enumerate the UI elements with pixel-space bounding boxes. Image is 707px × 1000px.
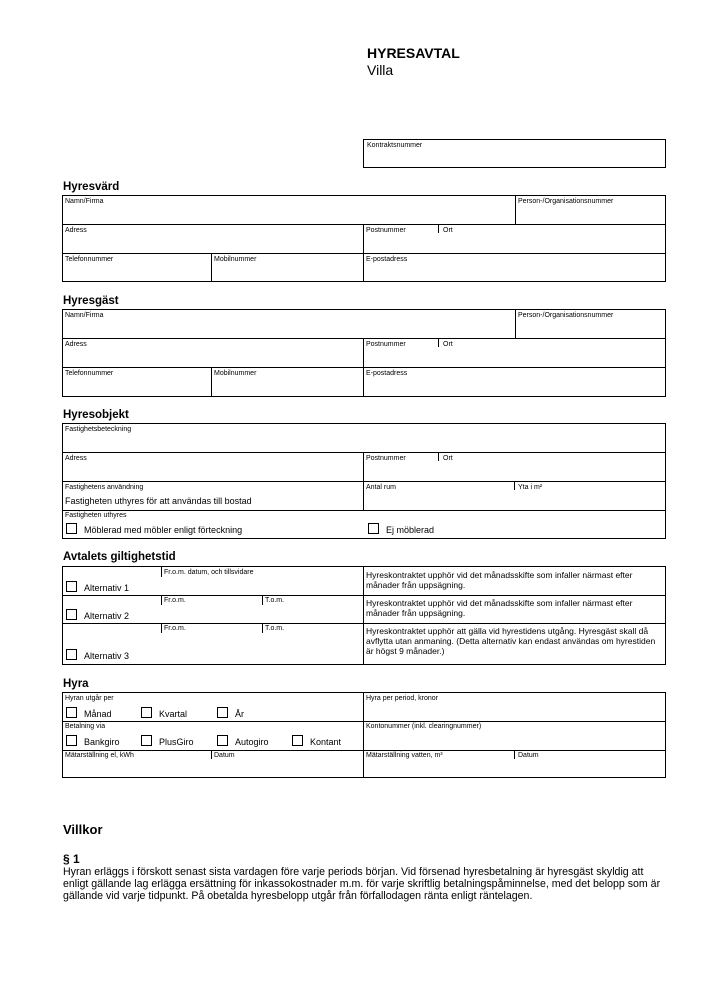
property-usage-label: Fastighetens användning xyxy=(65,484,144,491)
document-subtitle: Villa xyxy=(367,62,394,78)
alt3-label: Alternativ 3 xyxy=(84,651,130,661)
alt2-text: Hyreskontraktet upphör vid det månadsskifte som infaller närmast efter månader från uppsägning. xyxy=(366,598,633,618)
tenant-email-field[interactable]: E-postadress xyxy=(366,370,408,377)
meter-el-date-field[interactable]: Datum xyxy=(214,752,235,759)
property-area-field[interactable]: Yta i m² xyxy=(518,484,543,491)
alt3-text: Hyreskontraktet upphör att gälla vid hyrestidens utgång. Hyresgäst skall då avflytta utan anmaning. (Detta alternativ kan endast användas om hyrestiden är högst 9 månader.) xyxy=(366,626,656,656)
property-heading: Hyresobjekt xyxy=(63,409,129,421)
tenant-section xyxy=(62,309,666,397)
alt1-label: Alternativ 1 xyxy=(84,583,130,593)
tenant-name-field[interactable]: Namn/Firma xyxy=(65,312,104,319)
alt3-checkbox[interactable] xyxy=(66,649,77,660)
terms-paragraph-1-heading: § 1 xyxy=(63,852,80,866)
payment-cash-label: Kontant xyxy=(310,737,342,747)
rent-period-label: Hyran utgår per xyxy=(65,695,114,702)
landlord-id-field[interactable]: Person-/Organisationsnummer xyxy=(518,198,614,205)
property-usage-value: Fastigheten uthyres för att användas till bostad xyxy=(65,496,252,506)
alt1-checkbox[interactable] xyxy=(66,581,77,592)
tenant-id-field[interactable]: Person-/Organisationsnummer xyxy=(518,312,614,319)
period-quarter-label: Kvartal xyxy=(159,709,188,719)
validity-heading: Avtalets giltighetstid xyxy=(63,551,176,563)
payment-plusgiro-checkbox[interactable] xyxy=(141,735,152,746)
property-postcode-field[interactable]: Postnummer xyxy=(366,455,406,462)
landlord-email-field[interactable]: E-postadress xyxy=(366,256,408,263)
document-title: HYRESAVTAL xyxy=(367,45,460,61)
alt1-from-date-field[interactable]: Fr.o.m. datum, och tillsvidare xyxy=(164,569,254,576)
property-rooms-field[interactable]: Antal rum xyxy=(366,484,396,491)
alt3-to-field[interactable]: T.o.m. xyxy=(265,625,285,632)
alt3-from-field[interactable]: Fr.o.m. xyxy=(164,625,186,632)
tenant-city-field[interactable]: Ort xyxy=(443,341,453,348)
terms-paragraph-1-text: Hyran erläggs i förskott senast sista vardagen före varje periods början. Vid försenad hyresbetalning är hyresgäst skyldig att enligt gällande lag erlägga ersättning för inkassokostnader m.m. för varje skriftlig betalningspåminnelse, med det belopp som är gällande vid varje tidpunkt. På obetalda hyresbelopp utgår från förfallodagen ränta enligt räntelagen. xyxy=(63,866,661,902)
landlord-city-field[interactable]: Ort xyxy=(443,227,453,234)
account-number-field[interactable]: Kontonummer (inkl. clearingnummer) xyxy=(366,723,482,730)
landlord-name-field[interactable]: Namn/Firma xyxy=(65,198,104,205)
rent-section xyxy=(62,692,666,778)
payment-plusgiro-label: PlusGiro xyxy=(159,737,194,747)
terms-heading: Villkor xyxy=(63,822,103,837)
landlord-mobile-field[interactable]: Mobilnummer xyxy=(214,256,257,263)
property-city-field[interactable]: Ort xyxy=(443,455,453,462)
property-address-field[interactable]: Adress xyxy=(65,455,87,462)
landlord-phone-field[interactable]: Telefonnummer xyxy=(65,256,114,263)
tenant-address-field[interactable]: Adress xyxy=(65,341,87,348)
meter-water-date-field[interactable]: Datum xyxy=(518,752,539,759)
payment-bankgiro-label: Bankgiro xyxy=(84,737,120,747)
payment-cash-checkbox[interactable] xyxy=(292,735,303,746)
contract-number-label: Kontraktsnummer xyxy=(367,142,423,149)
period-year-checkbox[interactable] xyxy=(217,707,228,718)
furnished-checkbox[interactable] xyxy=(66,523,77,534)
contract-number-field[interactable] xyxy=(363,139,666,168)
payment-label: Betalning via xyxy=(65,723,106,730)
tenant-heading: Hyresgäst xyxy=(63,295,119,307)
tenant-postcode-field[interactable]: Postnummer xyxy=(366,341,406,348)
unfurnished-checkbox[interactable] xyxy=(368,523,379,534)
tenant-phone-field[interactable]: Telefonnummer xyxy=(65,370,114,377)
alt2-to-field[interactable]: T.o.m. xyxy=(265,597,285,604)
period-quarter-checkbox[interactable] xyxy=(141,707,152,718)
landlord-section xyxy=(62,195,666,282)
validity-section xyxy=(62,566,666,665)
period-year-label: År xyxy=(235,709,244,719)
unfurnished-label: Ej möblerad xyxy=(386,525,435,535)
rent-heading: Hyra xyxy=(63,678,89,690)
payment-bankgiro-checkbox[interactable] xyxy=(66,735,77,746)
payment-autogiro-checkbox[interactable] xyxy=(217,735,228,746)
landlord-postcode-field[interactable]: Postnummer xyxy=(366,227,406,234)
payment-autogiro-label: Autogiro xyxy=(235,737,269,747)
landlord-address-field[interactable]: Adress xyxy=(65,227,87,234)
alt2-from-field[interactable]: Fr.o.m. xyxy=(164,597,186,604)
period-month-checkbox[interactable] xyxy=(66,707,77,718)
property-designation-field[interactable]: Fastighetsbeteckning xyxy=(65,426,132,433)
alt2-checkbox[interactable] xyxy=(66,609,77,620)
alt1-text: Hyreskontraktet upphör vid det månadsskifte som infaller närmast efter månader från uppsägning. xyxy=(366,570,633,590)
property-rented-label: Fastigheten uthyres xyxy=(65,512,127,519)
furnished-label: Möblerad med möbler enligt förteckning xyxy=(84,525,243,535)
meter-water-field[interactable]: Mätarställning vatten, m³ xyxy=(366,752,443,759)
meter-el-field[interactable]: Mätarställning el, kWh xyxy=(65,752,134,759)
tenant-mobile-field[interactable]: Mobilnummer xyxy=(214,370,257,377)
period-month-label: Månad xyxy=(84,709,112,719)
alt2-label: Alternativ 2 xyxy=(84,611,130,621)
rent-amount-field[interactable]: Hyra per period, kronor xyxy=(366,695,438,702)
property-section xyxy=(62,423,666,539)
landlord-heading: Hyresvärd xyxy=(63,181,120,193)
